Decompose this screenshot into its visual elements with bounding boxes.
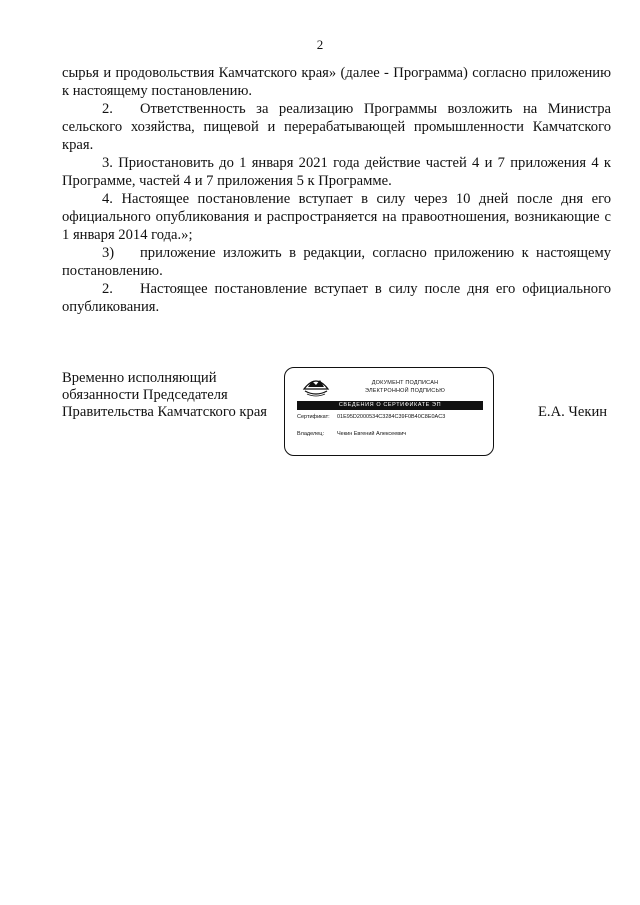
item-text: Ответственность за реализацию Программы возложить на Министра сельского хозяйства, пищевой и перерабатывающей промышленности Камчатского края. bbox=[62, 101, 611, 153]
document-body bbox=[62, 64, 611, 316]
signer-position bbox=[62, 370, 267, 421]
item-number: 3) bbox=[102, 245, 115, 261]
stamp-title-line: ДОКУМЕНТ ПОДПИСАН bbox=[371, 380, 439, 386]
stamp-title bbox=[335, 379, 475, 395]
item-text: Настоящее постановление вступает в силу после дня его официального опубликования. bbox=[62, 281, 611, 315]
paragraph-item-4: 4. Настоящее постановление вступает в силу через 10 дней после дня его официального опубликования и распространяется на правоотношения, возникающие с 1 января 2014 года.»; bbox=[62, 191, 611, 243]
stamp-certificate-header: СВЕДЕНИЯ О СЕРТИФИКАТЕ ЭП bbox=[297, 401, 483, 410]
paragraph-item-2 bbox=[62, 100, 611, 154]
signer-name: Е.А. Чекин bbox=[538, 404, 608, 420]
item-number: 2. bbox=[102, 101, 113, 117]
certificate-label: Сертификат: bbox=[297, 414, 330, 420]
paragraph-final-2 bbox=[62, 280, 611, 316]
signer-position-line: Правительства Камчатского края bbox=[62, 404, 268, 420]
paragraph-continuation: сырья и продовольствия Камчатского края» (далее - Программа) согласно приложению к настоящему постановлению. bbox=[62, 65, 611, 99]
page-number: 2 bbox=[316, 37, 324, 52]
item-text: приложение изложить в редакции, согласно приложению к настоящему постановлению. bbox=[62, 245, 611, 279]
stamp-certificate-row bbox=[297, 414, 445, 420]
item-number: 2. bbox=[102, 281, 113, 297]
signer-position-line: Временно исполняющий bbox=[62, 370, 217, 386]
paragraph-item-3: 3. Приостановить до 1 января 2021 года действие частей 4 и 7 приложения 4 к Программе, частей 4 и 7 приложения 5 к Программе. bbox=[62, 155, 611, 189]
certificate-value: 01E95D2000534C3284C39F0B40C8E0AC3 bbox=[337, 414, 446, 420]
owner-value: Чекин Евгений Алексеевич bbox=[337, 431, 407, 437]
signer-position-line: обязанности Председателя bbox=[62, 387, 228, 403]
stamp-title-line: ЭЛЕКТРОННОЙ ПОДПИСЬЮ bbox=[364, 388, 446, 394]
owner-label: Владелец: bbox=[297, 431, 324, 437]
coat-of-arms-icon bbox=[302, 375, 330, 397]
paragraph-subitem-3 bbox=[62, 244, 611, 280]
electronic-signature-stamp bbox=[284, 367, 494, 456]
stamp-owner-row bbox=[297, 431, 406, 437]
